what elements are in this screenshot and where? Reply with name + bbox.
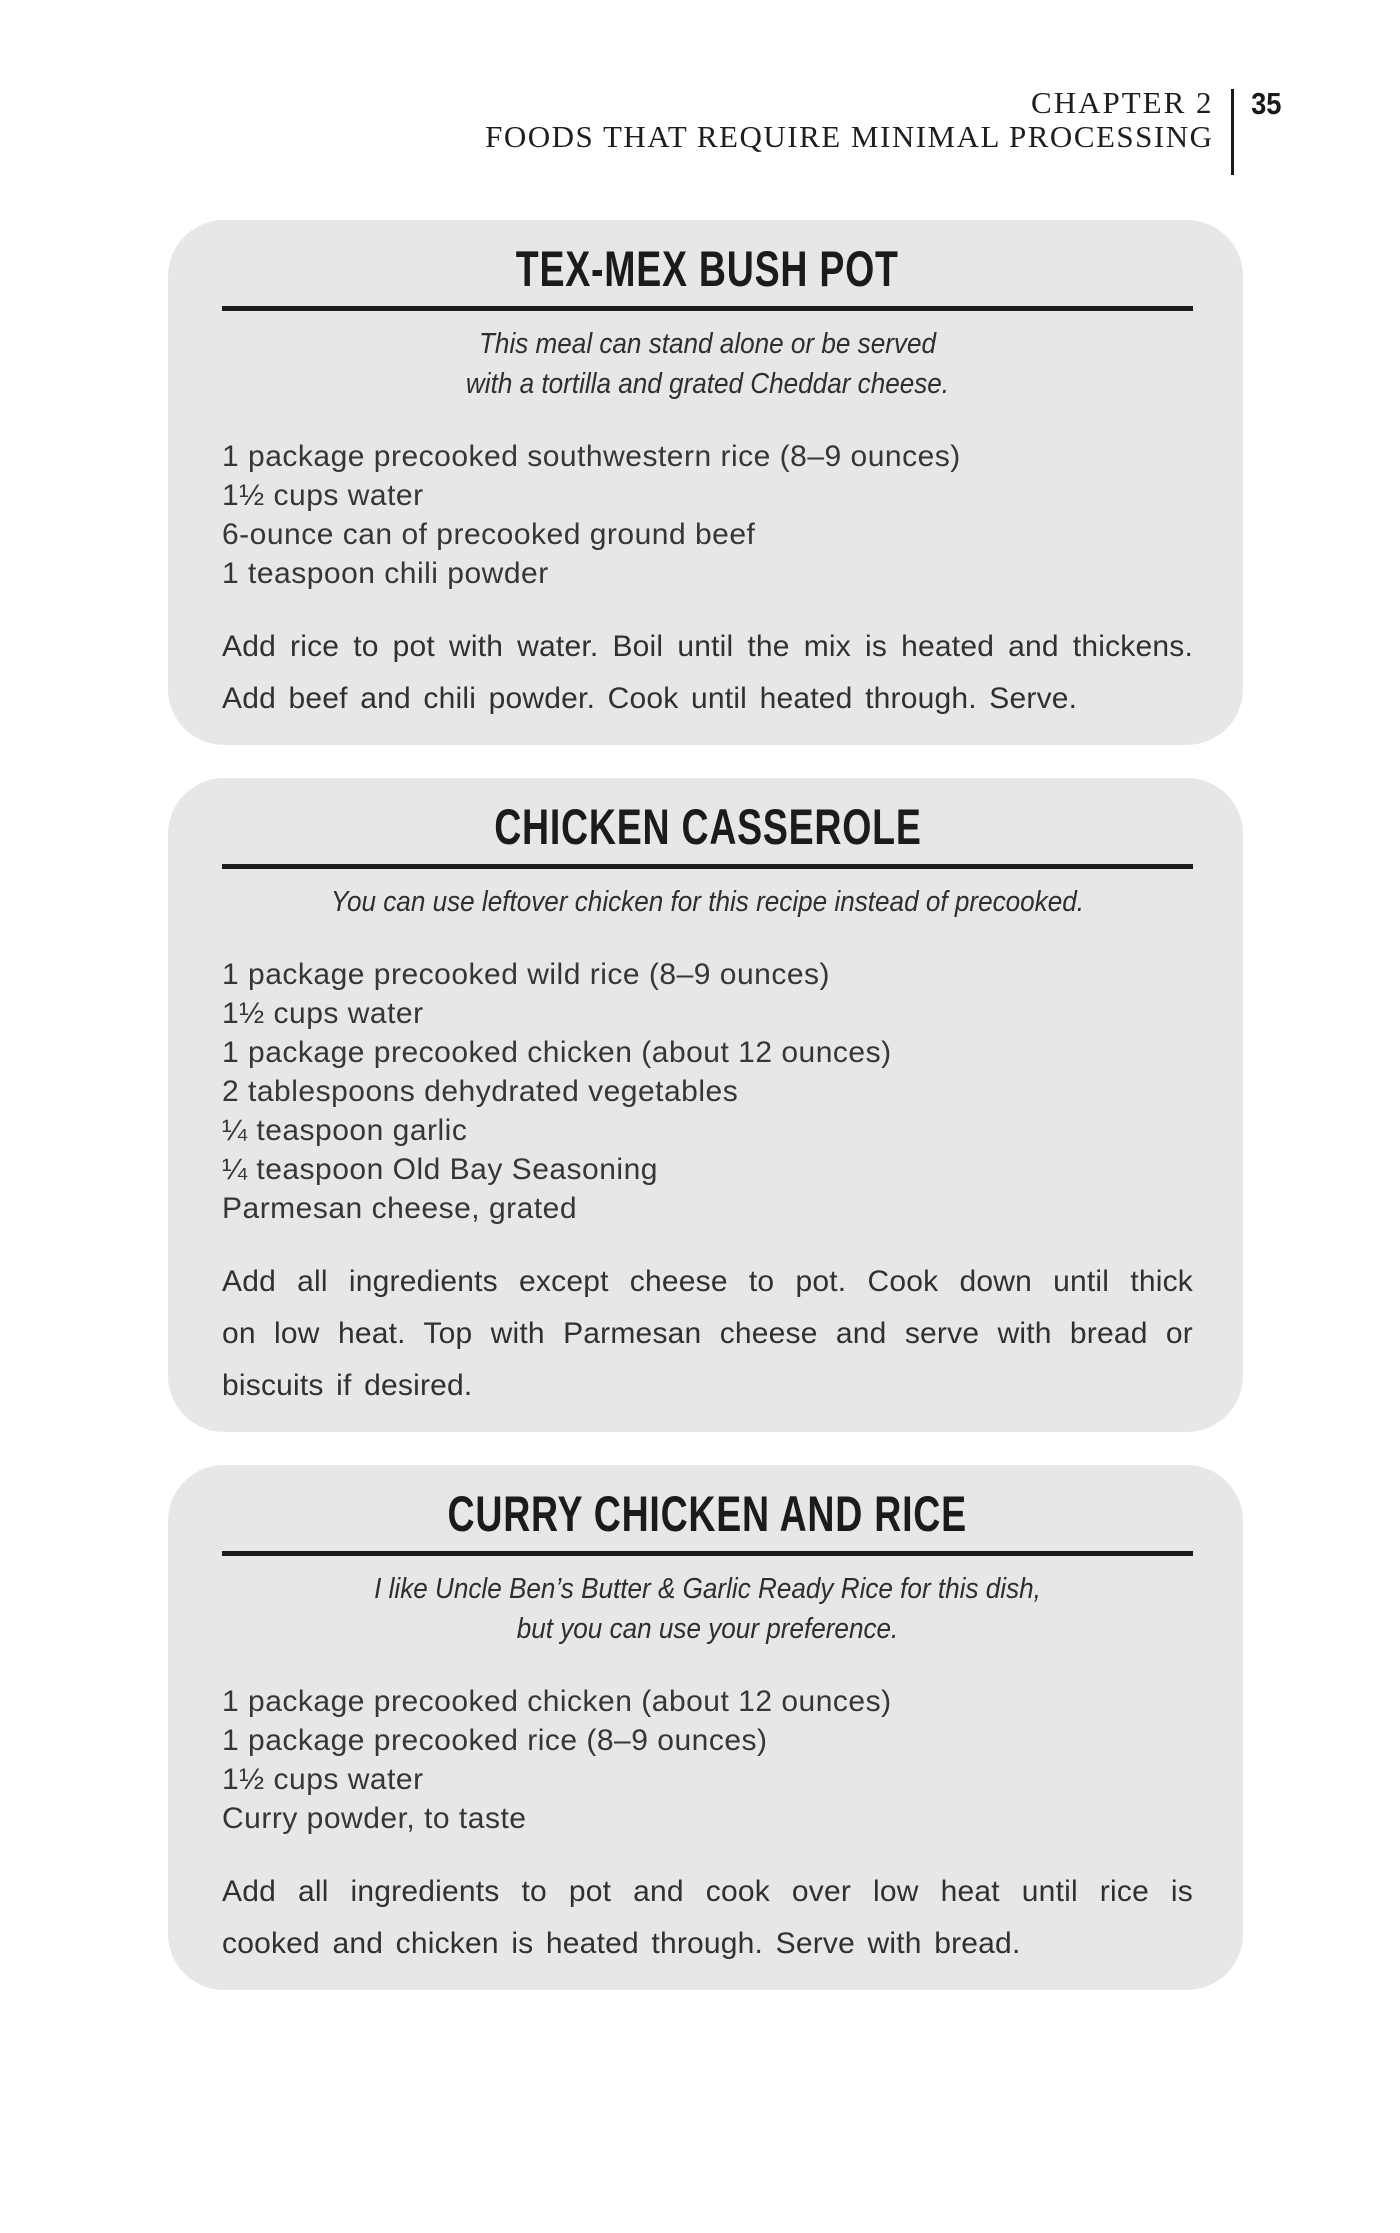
ingredient-list bbox=[222, 955, 1193, 1228]
ingredient-line: 6-ounce can of precooked ground beef bbox=[222, 518, 756, 551]
ingredient-line: ¼ teaspoon garlic bbox=[222, 1114, 468, 1147]
instructions bbox=[222, 1866, 1193, 1970]
page-number: 35 bbox=[1250, 86, 1281, 121]
note-line: but you can use your preference. bbox=[516, 1613, 899, 1645]
instruction-line: biscuits if desired. bbox=[222, 1369, 473, 1402]
instructions bbox=[222, 621, 1193, 725]
chapter-heading bbox=[485, 86, 1213, 154]
recipe-note bbox=[271, 324, 1145, 404]
ingredient-line: 1 package precooked southwestern rice (8–9 ounces) bbox=[222, 440, 961, 473]
recipe-card-tex-mex-bush-pot bbox=[168, 220, 1243, 745]
ingredient-line: Curry powder, to taste bbox=[222, 1802, 527, 1835]
title-rule bbox=[222, 1551, 1193, 1556]
recipe-title: CHICKEN CASSEROLE bbox=[493, 799, 922, 855]
ingredient-line: ¼ teaspoon Old Bay Seasoning bbox=[222, 1153, 658, 1186]
note-line: I like Uncle Ben’s Butter & Garlic Ready Rice for this dish, bbox=[374, 1573, 1041, 1605]
recipe-card-curry-chicken-and-rice bbox=[168, 1465, 1243, 1990]
ingredient-line: 1½ cups water bbox=[222, 1763, 424, 1796]
note-line: This meal can stand alone or be served bbox=[478, 328, 937, 360]
header-divider bbox=[1231, 89, 1234, 175]
ingredient-line: 1 package precooked wild rice (8–9 ounces) bbox=[222, 958, 831, 991]
ingredient-line: 1½ cups water bbox=[222, 997, 424, 1030]
recipe-title: TEX-MEX BUSH POT bbox=[516, 241, 899, 297]
instruction-line: Add all ingredients to pot and cook over low heat until rice is bbox=[222, 1875, 1193, 1908]
chapter-title: FOODS THAT REQUIRE MINIMAL PROCESSING bbox=[485, 119, 1214, 154]
ingredient-line: 1 teaspoon chili powder bbox=[222, 557, 549, 590]
recipe-note bbox=[271, 882, 1145, 922]
ingredient-line: 1 package precooked chicken (about 12 ounces) bbox=[222, 1685, 892, 1718]
recipe-note bbox=[271, 1569, 1145, 1649]
chapter-label: CHAPTER 2 bbox=[1031, 85, 1214, 120]
page-header bbox=[0, 86, 1283, 175]
note-line: You can use leftover chicken for this recipe instead of precooked. bbox=[331, 886, 1084, 918]
ingredient-line: 1 package precooked rice (8–9 ounces) bbox=[222, 1724, 768, 1757]
instruction-line: Add beef and chili powder. Cook until heated through. Serve. bbox=[222, 682, 1078, 715]
instruction-line: on low heat. Top with Parmesan cheese and serve with bread or bbox=[222, 1317, 1193, 1350]
title-rule bbox=[222, 306, 1193, 311]
instruction-line: Add all ingredients except cheese to pot. Cook down until thick bbox=[222, 1265, 1193, 1298]
ingredient-line: 1½ cups water bbox=[222, 479, 424, 512]
ingredient-list bbox=[222, 437, 1193, 593]
ingredient-line: Parmesan cheese, grated bbox=[222, 1192, 578, 1225]
title-rule bbox=[222, 864, 1193, 869]
ingredient-line: 1 package precooked chicken (about 12 ounces) bbox=[222, 1036, 892, 1069]
ingredient-list bbox=[222, 1682, 1193, 1838]
instruction-line: Add rice to pot with water. Boil until the mix is heated and thickens. bbox=[222, 630, 1193, 663]
instruction-line: cooked and chicken is heated through. Serve with bread. bbox=[222, 1927, 1021, 1960]
instructions bbox=[222, 1256, 1193, 1412]
recipe-card-chicken-casserole bbox=[168, 778, 1243, 1432]
note-line: with a tortilla and grated Cheddar cheese. bbox=[465, 368, 950, 400]
recipe-title: CURRY CHICKEN AND RICE bbox=[447, 1486, 968, 1542]
ingredient-line: 2 tablespoons dehydrated vegetables bbox=[222, 1075, 739, 1108]
